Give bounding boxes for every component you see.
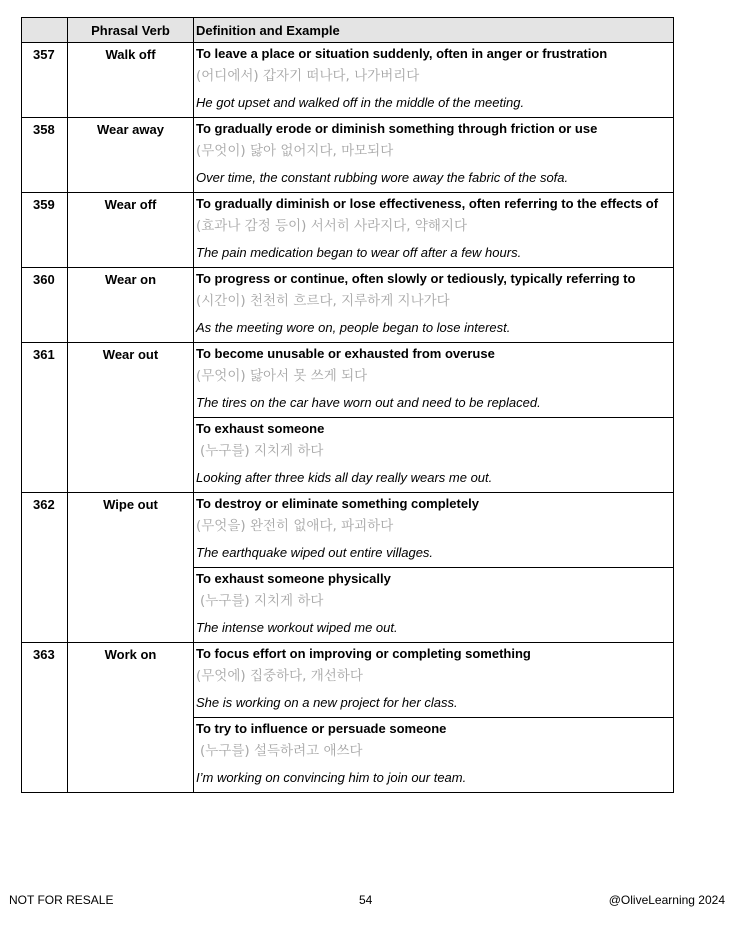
- table-row: [22, 268, 674, 343]
- definition-cell: [194, 568, 674, 643]
- table-row: [22, 343, 674, 418]
- table-row: [22, 493, 674, 568]
- definition-cell: [194, 268, 674, 343]
- entry-number: 358: [22, 118, 68, 193]
- example-sentence: As the meeting wore on, people began to lose interest.: [196, 320, 511, 335]
- header-definition: Definition and Example: [194, 18, 674, 43]
- definition-english: To leave a place or situation suddenly, often in anger or frustration: [196, 46, 608, 61]
- definition-english: To gradually diminish or lose effectiveness, often referring to the effects of: [196, 196, 659, 211]
- definition-korean: (무엇을) 완전히 없애다, 파괴하다: [196, 518, 394, 534]
- table-row: [22, 43, 674, 118]
- definition-korean: (누구를) 설득하려고 애쓰다: [200, 743, 363, 759]
- definition-english: To exhaust someone physically: [196, 571, 391, 586]
- definition-korean: (누구를) 지치게 하다: [200, 593, 324, 609]
- header-number: [22, 18, 68, 43]
- example-sentence: He got upset and walked off in the middle of the meeting.: [196, 95, 525, 110]
- definition-korean: (무엇이) 닳아 없어지다, 마모되다: [196, 143, 394, 159]
- phrasal-verb: Wipe out: [68, 493, 194, 643]
- definition-cell: [194, 193, 674, 268]
- definition-korean: (무엇이) 닳아서 못 쓰게 되다: [196, 368, 368, 384]
- phrasal-verb-table: [21, 17, 674, 793]
- phrasal-verb: Wear out: [68, 343, 194, 493]
- phrasal-verb: Wear off: [68, 193, 194, 268]
- entry-number: 362: [22, 493, 68, 643]
- definition-cell: [194, 643, 674, 718]
- table-row: [22, 118, 674, 193]
- definition-cell: [194, 118, 674, 193]
- definition-korean: (어디에서) 갑자기 떠나다, 나가버리다: [196, 68, 420, 84]
- definition-english: To try to influence or persuade someone: [196, 721, 447, 736]
- definition-cell: [194, 718, 674, 793]
- header-phrasal-verb: Phrasal Verb: [68, 18, 194, 43]
- table-header-row: [22, 18, 674, 43]
- entry-number: 363: [22, 643, 68, 793]
- example-sentence: The pain medication began to wear off after a few hours.: [196, 245, 522, 260]
- entry-number: 359: [22, 193, 68, 268]
- definition-korean: (시간이) 천천히 흐르다, 지루하게 지나가다: [196, 293, 450, 309]
- definition-korean: (효과나 감정 등이) 서서히 사라지다, 약해지다: [196, 218, 468, 234]
- definition-english: To destroy or eliminate something completely: [196, 496, 479, 511]
- definition-english: To progress or continue, often slowly or tediously, typically referring to: [196, 271, 636, 286]
- definition-cell: [194, 418, 674, 493]
- phrasal-verb: Wear on: [68, 268, 194, 343]
- page-number: 54: [359, 893, 373, 907]
- table-row: [22, 193, 674, 268]
- example-sentence: Over time, the constant rubbing wore away the fabric of the sofa.: [196, 170, 569, 185]
- phrasal-verb: Wear away: [68, 118, 194, 193]
- example-sentence: The intense workout wiped me out.: [196, 620, 398, 635]
- footer-resale-notice: NOT FOR RESALE: [9, 893, 114, 907]
- example-sentence: The earthquake wiped out entire villages.: [196, 545, 434, 560]
- definition-korean: (누구를) 지치게 하다: [200, 443, 324, 459]
- entry-number: 361: [22, 343, 68, 493]
- definition-english: To exhaust someone: [196, 421, 325, 436]
- example-sentence: I’m working on convincing him to join our team.: [196, 770, 467, 785]
- definition-cell: [194, 493, 674, 568]
- definition-english: To focus effort on improving or completing something: [196, 646, 531, 661]
- definition-cell: [194, 343, 674, 418]
- footer-copyright: @OliveLearning 2024: [608, 893, 725, 907]
- example-sentence: The tires on the car have worn out and need to be replaced.: [196, 395, 541, 410]
- definition-korean: (무엇에) 집중하다, 개선하다: [196, 668, 363, 684]
- definition-english: To gradually erode or diminish something through friction or use: [196, 121, 598, 136]
- phrasal-verb: Walk off: [68, 43, 194, 118]
- definition-cell: [194, 43, 674, 118]
- entry-number: 360: [22, 268, 68, 343]
- definition-english: To become unusable or exhausted from overuse: [196, 346, 495, 361]
- example-sentence: Looking after three kids all day really wears me out.: [196, 470, 493, 485]
- entry-number: 357: [22, 43, 68, 118]
- example-sentence: She is working on a new project for her class.: [196, 695, 458, 710]
- phrasal-verb: Work on: [68, 643, 194, 793]
- table-row: [22, 643, 674, 718]
